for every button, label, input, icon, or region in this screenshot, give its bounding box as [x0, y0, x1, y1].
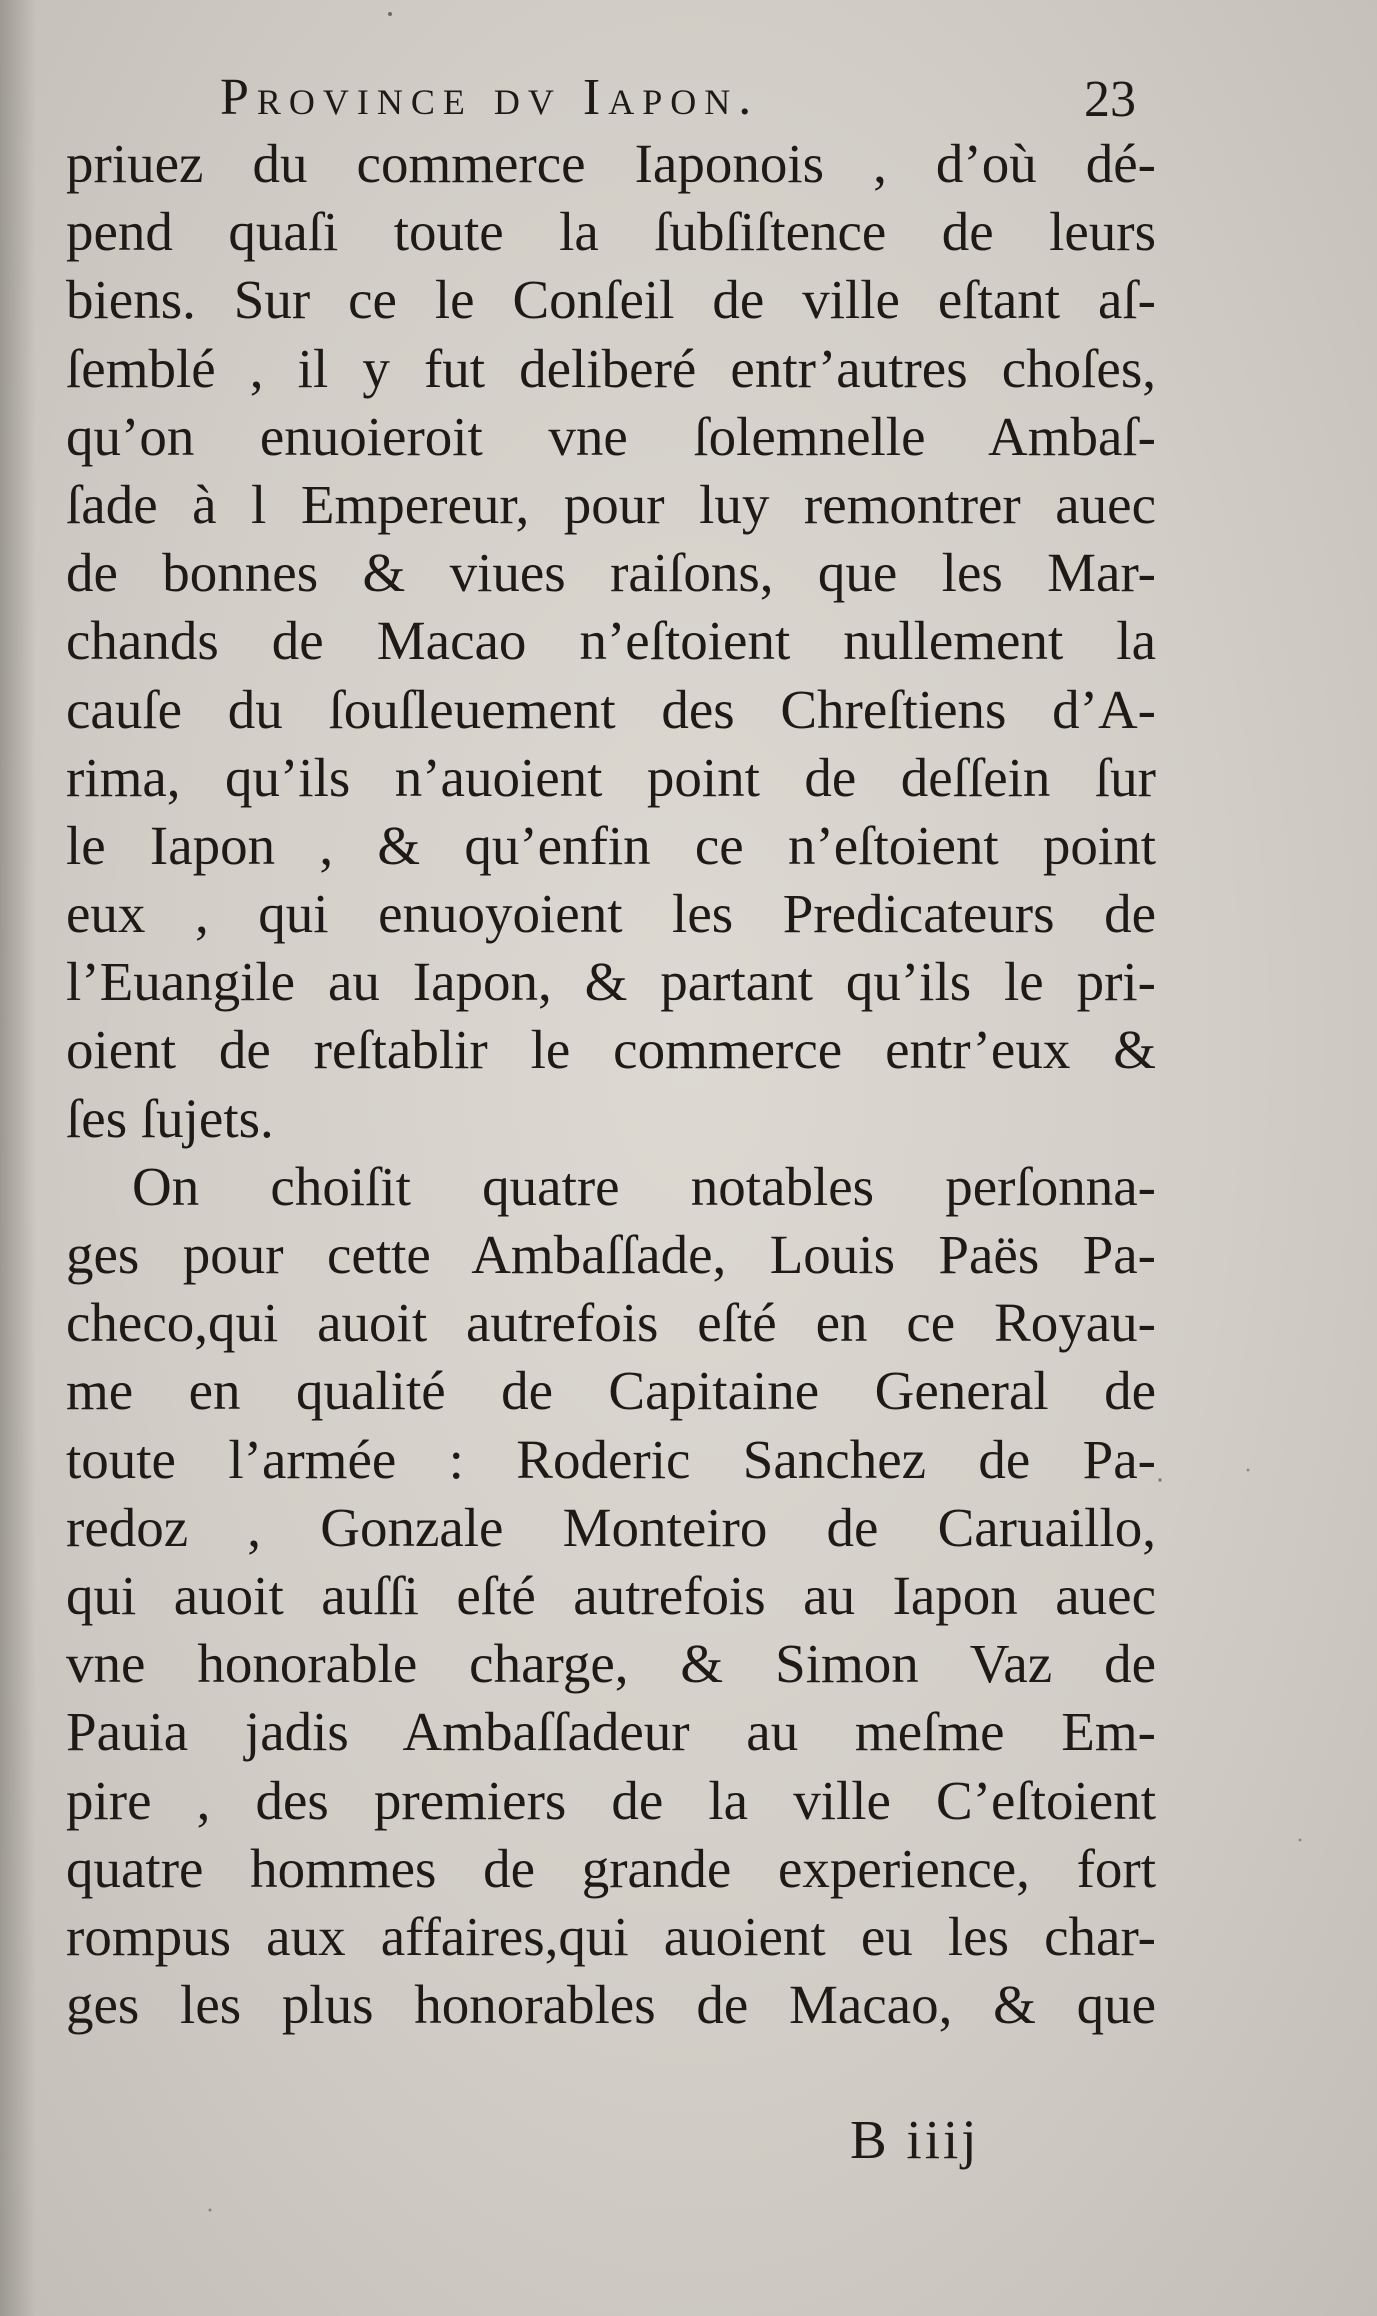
text-line: ſade à l Empereur, pour luy remontrer auec	[66, 473, 1156, 535]
speck	[1247, 1469, 1250, 1472]
text-line: chands de Macao n’eſtoient nullement la	[66, 610, 1156, 672]
text-line: eux , qui enuoyoient les Predicateurs de	[66, 883, 1156, 945]
text-line: de bonnes & viues raiſons, que les Mar-	[66, 542, 1156, 604]
text-line: oient de reſtablir le commerce entr’eux &	[66, 1019, 1156, 1081]
text-line: pire , des premiers de la ville C’eſtoient	[66, 1769, 1156, 1831]
body-text	[66, 130, 1156, 2039]
text-line: toute l’armée : Roderic Sanchez de Pa-	[66, 1428, 1156, 1490]
signature-mark: B iiij	[850, 2109, 980, 2170]
text-line: On choiſit quatre notables perſonna-	[132, 1155, 1156, 1217]
text-line: Pauia jadis Ambaſſadeur au meſme Em-	[66, 1701, 1156, 1763]
text-line: redoz , Gonzale Monteiro de Caruaillo,	[66, 1496, 1156, 1558]
speck	[209, 2209, 212, 2212]
text-line: checo,qui auoit autrefois eſté en ce Royau-	[66, 1292, 1156, 1354]
text-line: cauſe du ſouſleuement des Chreſtiens d’A-	[66, 678, 1156, 740]
speck	[1299, 1839, 1302, 1842]
text-line: pend quaſi toute la ſubſiſtence de leurs	[66, 201, 1156, 263]
running-title: Province dv Iapon.	[220, 69, 760, 126]
text-line: ges les plus honorables de Macao, & que	[66, 1974, 1156, 2036]
text-line: l’Euangile au Iapon, & partant qu’ils le pri-	[66, 951, 1156, 1013]
paragraph-2	[66, 1153, 1156, 2039]
text-line: quatre hommes de grande experience, fort	[66, 1837, 1156, 1899]
text-line: vne honorable charge, & Simon Vaz de	[66, 1633, 1156, 1695]
text-line: ſemblé , il y fut deliberé entr’autres choſes,	[66, 337, 1156, 399]
text-line: priuez du commerce Iaponois , d’où dé-	[66, 133, 1156, 194]
text-line: ſes ſujets.	[66, 1087, 274, 1149]
page-number: 23	[1084, 71, 1136, 128]
text-line: biens. Sur ce le Conſeil de ville eſtant aſ-	[66, 269, 1156, 331]
text-line: le Iapon , & qu’enfin ce n’eſtoient point	[66, 814, 1156, 876]
text-line: qui auoit auſſi eſté autrefois au Iapon auec	[66, 1564, 1156, 1626]
page-header	[220, 68, 1140, 138]
text-line: me en qualité de Capitaine General de	[66, 1360, 1156, 1422]
paragraph-1	[66, 130, 1156, 1153]
text-line: ges pour cette Ambaſſade, Louis Paës Pa-	[66, 1224, 1156, 1285]
speck	[1158, 1478, 1161, 1481]
text-line: rompus aux affaires,qui auoient eu les char-	[66, 1905, 1156, 1967]
text-line: rima, qu’ils n’auoient point de deſſein ſur	[66, 746, 1156, 808]
speck	[388, 12, 392, 16]
text-line: qu’on enuoieroit vne ſolemnelle Ambaſ-	[66, 405, 1156, 467]
page-gutter-shadow	[0, 0, 36, 2316]
